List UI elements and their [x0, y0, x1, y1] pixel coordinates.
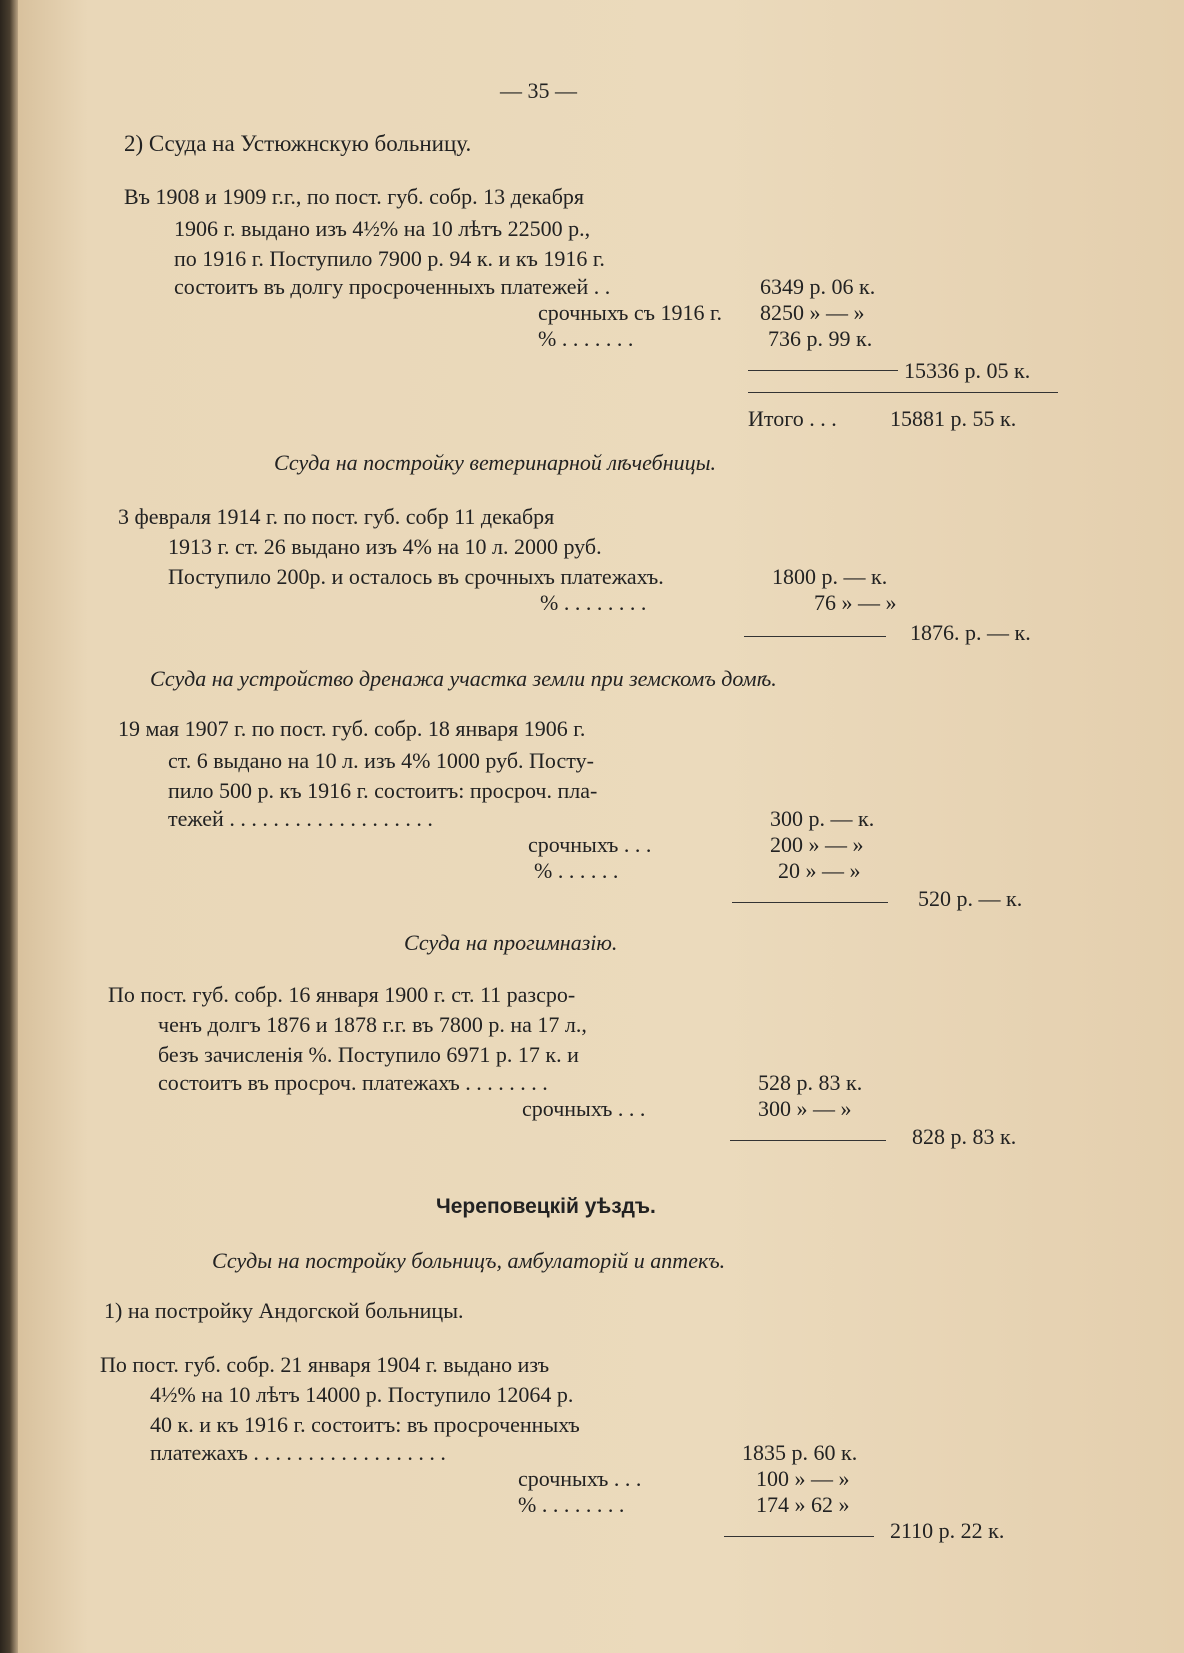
- section-1-row3-amount: 736 р. 99 к.: [768, 326, 873, 351]
- section-2-line-3: Поступило 200р. и осталось въ срочныхъ платежахъ.: [168, 564, 664, 589]
- section-1-line-4: состоитъ въ долгу просроченныхъ платежей . .: [174, 274, 611, 299]
- section-4-line-3: безъ зачисленія %. Поступило 6971 р. 17 к. и: [158, 1042, 579, 1067]
- section-3-subtotal: 520 р. — к.: [918, 886, 1023, 911]
- section-4-line-4: состоитъ въ просроч. платежахъ . . . . . . . .: [158, 1070, 548, 1095]
- section-1-row1-amount: 6349 р. 06 к.: [760, 274, 876, 299]
- section-2-row1-amount: 1800 р. — к.: [772, 564, 888, 589]
- section-3-heading: Ссуда на устройство дренажа участка земли при земскомъ домѣ.: [150, 666, 777, 691]
- section-5-row3-amount: 174 » 62 »: [756, 1492, 850, 1517]
- section-1-row2-amount: 8250 » — »: [760, 300, 865, 325]
- section-4-subtotal: 828 р. 83 к.: [912, 1124, 1017, 1149]
- section-2-row2-label: % . . . . . . . .: [540, 590, 647, 615]
- section-4-line-1: По пост. губ. собр. 16 января 1900 г. ст. 11 разсро-: [108, 982, 576, 1007]
- section-1-total-rule: [748, 392, 1058, 393]
- section-5-line-1: По пост. губ. собр. 21 января 1904 г. выдано изъ: [100, 1352, 550, 1377]
- section-1-line-1: Въ 1908 и 1909 г.г., по пост. губ. собр. 13 декабря: [124, 184, 585, 209]
- section-1-heading: 2) Ссуда на Устюжнскую больницу.: [124, 131, 472, 156]
- section-3-line-4: тежей . . . . . . . . . . . . . . . . . . .: [168, 806, 433, 831]
- book-spine: [0, 0, 18, 1653]
- page-number: — 35 —: [500, 78, 577, 103]
- section-5-row2-amount: 100 » — »: [756, 1466, 850, 1491]
- section-3-subtotal-rule: [732, 902, 888, 903]
- section-2-row2-amount: 76 » — »: [814, 590, 897, 615]
- section-2-line-1: 3 февраля 1914 г. по пост. губ. собр 11 декабря: [118, 504, 555, 529]
- section-3-row3-amount: 20 » — »: [778, 858, 861, 883]
- section-5-subtotal-rule: [724, 1536, 874, 1537]
- section-1-total-amount: 15881 р. 55 к.: [890, 406, 1017, 431]
- section-3-row1-amount: 300 р. — к.: [770, 806, 875, 831]
- section-5-row3-label: % . . . . . . . .: [518, 1492, 625, 1517]
- section-4-row2-amount: 300 » — »: [758, 1096, 852, 1121]
- district-title: Череповецкій уѣздъ.: [436, 1195, 656, 1218]
- section-5-row2-label: срочныхъ . . .: [518, 1466, 642, 1491]
- section-5-heading: Ссуды на постройку больницъ, амбулаторій и аптекъ.: [212, 1248, 726, 1273]
- section-2-line-2: 1913 г. ст. 26 выдано изъ 4% на 10 л. 2000 руб.: [168, 534, 602, 559]
- section-3-line-1: 19 мая 1907 г. по пост. губ. собр. 18 января 1906 г.: [118, 716, 586, 741]
- section-3-row2-label: срочныхъ . . .: [528, 832, 652, 857]
- section-5-line-4: платежахъ . . . . . . . . . . . . . . . . . .: [150, 1440, 446, 1465]
- section-4-row1-amount: 528 р. 83 к.: [758, 1070, 863, 1095]
- section-1-subtotal-rule: [748, 370, 898, 371]
- section-1-subtotal: 15336 р. 05 к.: [904, 358, 1031, 383]
- section-3-row3-label: % . . . . . .: [534, 858, 619, 883]
- section-4-heading: Ссуда на прогимназію.: [404, 930, 618, 955]
- section-2-heading: Ссуда на постройку ветеринарной лѣчебницы.: [274, 450, 717, 475]
- section-5-row1-amount: 1835 р. 60 к.: [742, 1440, 858, 1465]
- section-3-row2-amount: 200 » — »: [770, 832, 864, 857]
- section-1-row2-label: срочныхъ съ 1916 г.: [538, 300, 723, 325]
- section-3-line-3: пило 500 р. къ 1916 г. состоитъ: просроч. пла-: [168, 778, 598, 803]
- section-4-line-2: ченъ долгъ 1876 и 1878 г.г. въ 7800 р. на 17 л.,: [158, 1012, 587, 1037]
- section-5-line-3: 40 к. и къ 1916 г. состоитъ: въ просроченныхъ: [150, 1412, 580, 1437]
- section-2-subtotal-rule: [744, 636, 886, 637]
- section-5-subtotal: 2110 р. 22 к.: [890, 1518, 1005, 1543]
- section-1-line-3: по 1916 г. Поступило 7900 р. 94 к. и къ 1916 г.: [174, 246, 605, 271]
- section-4-subtotal-rule: [730, 1140, 886, 1141]
- section-3-line-2: ст. 6 выдано на 10 л. изъ 4% 1000 руб. Посту-: [168, 748, 594, 773]
- section-5-subheading: 1) на постройку Андогской больницы.: [104, 1298, 464, 1323]
- section-2-subtotal: 1876. р. — к.: [910, 620, 1031, 645]
- section-4-row2-label: срочныхъ . . .: [522, 1096, 646, 1121]
- section-1-row3-label: % . . . . . . .: [538, 326, 634, 351]
- section-1-line-2: 1906 г. выдано изъ 4½% на 10 лѣтъ 22500 р.,: [174, 216, 591, 241]
- section-5-line-2: 4½% на 10 лѣтъ 14000 р. Поступило 12064 р.: [150, 1382, 574, 1407]
- section-1-total-label: Итого . . .: [748, 406, 837, 431]
